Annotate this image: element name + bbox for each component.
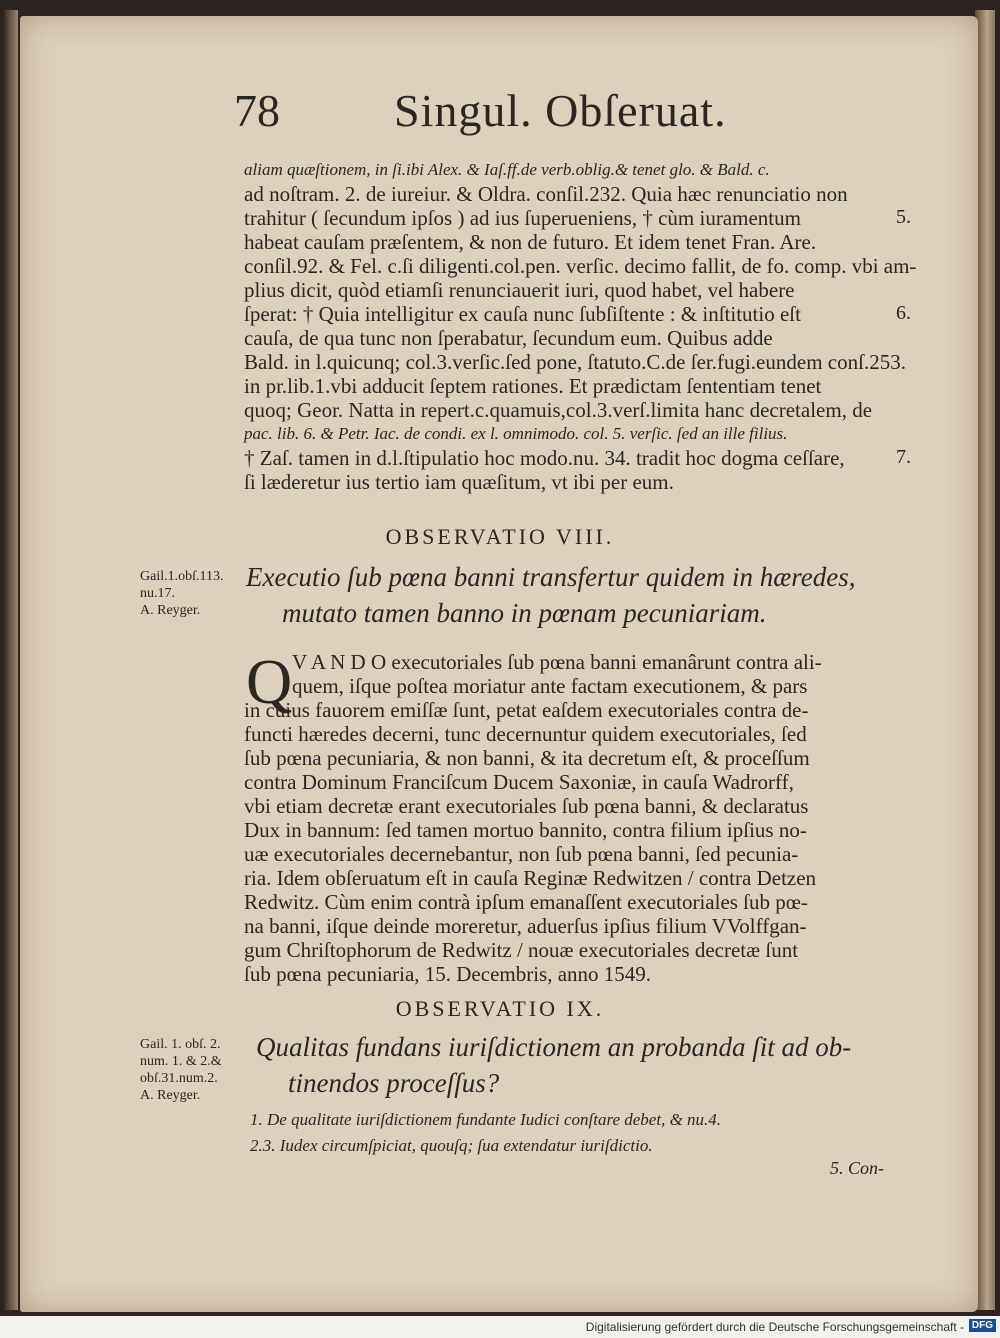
text-line: aliam quæſtionem, in ſi.ibi Alex. & Iaſ.ff.de verb.oblig.& tenet glo. & Bald. c. — [244, 160, 770, 179]
text-line: V A N D O executoriales ſub pœna banni emanârunt contra ali- — [292, 650, 822, 674]
text-line: in cuius fauorem emiſſæ ſunt, petat eaſdem executoriales contra de- — [244, 698, 809, 722]
margin-note-line: Gail. 1. obſ. 2. — [140, 1037, 221, 1052]
text-line: plius dicit, quòd etiamſi renunciauerit iuri, quod habet, vel habere — [244, 278, 795, 302]
text-line: quoq; Geor. Natta in repert.c.quamuis,col.3.verſ.limita hanc decretalem, de — [244, 398, 873, 422]
text-line: Redwitz. Cùm enim contrà ipſum emanaſſent executoriales ſub pœ- — [244, 890, 808, 914]
text-line: cauſa, de qua tunc non ſperabatur, ſecundum eum. Quibus adde — [244, 326, 773, 350]
observation-body — [244, 646, 904, 986]
margin-note-line: obſ.31.num.2. — [140, 1071, 218, 1086]
running-head: Singul. Obſeruat. — [394, 85, 727, 136]
text-line: conſil.92. & Fel. c.ſi diligenti.col.pen. verſic. decimo fallit, de fo. comp. vbi am- — [244, 254, 917, 278]
margin-number: 6. — [896, 302, 911, 324]
catchword: 5. Con- — [830, 1158, 884, 1178]
text-line: pac. lib. 6. & Petr. Iac. de condi. ex l. omnimodo. col. 5. verſic. ſed an ille filius. — [244, 424, 788, 443]
text-line: Bald. in l.quicunq; col.3.verſic.ſed pone, ſtatuto.C.de ſer.fugi.eundem conſ.253. — [244, 350, 906, 374]
dfg-logo: DFG — [969, 1319, 996, 1332]
text-line: in pr.lib.1.vbi adducit ſeptem rationes. Et prædictam ſententiam tenet — [244, 374, 822, 398]
observation-heading: Qualitas fundans iuriſdictionem an probanda ſit ad ob- — [256, 1032, 852, 1062]
text-line: quem, iſque poſtea moriatur ante factam executionem, & pars — [292, 674, 808, 698]
text-line: functi hæredes decerni, tunc decernuntur quidem executoriales, ſed — [244, 722, 807, 746]
right-page-edge — [975, 10, 995, 1310]
margin-note-line: A. Reyger. — [140, 603, 201, 618]
text-line: uæ executoriales decernebantur, non ſub pœna banni, ſed pecunia- — [244, 842, 799, 866]
summary-line: 1. De qualitate iuriſdictionem fundante Iudici conſtare debet, & nu.4. — [250, 1110, 722, 1129]
summary-line: 2.3. Iudex circumſpiciat, quouſq; ſua extendatur iuriſdictio. — [250, 1136, 653, 1155]
text-line: ria. Idem obſeruatum eſt in cauſa Reginæ Redwitzen / contra Detzen — [244, 866, 817, 890]
footer-credit: Digitalisierung gefördert durch die Deutsche Forschungsgemeinschaft - — [585, 1320, 964, 1334]
margin-number: 5. — [896, 206, 911, 228]
observation-title: OBSERVATIO IX. — [395, 996, 605, 1021]
margin-note — [140, 568, 223, 619]
text-line: ſub pœna pecuniaria, 15. Decembris, anno 1549. — [244, 962, 652, 986]
observation-title: OBSERVATIO VIII. — [385, 524, 615, 549]
text-line: habeat cauſam præſentem, & non de futuro. Et idem tenet Fran. Are. — [244, 230, 817, 254]
page-header — [0, 84, 1000, 144]
text-line: ſi læderetur ius tertio iam quæſitum, vt ibi per eum. — [244, 470, 674, 494]
drop-cap: Q — [246, 646, 293, 717]
text-line: † Zaſ. tamen in d.l.ſtipulatio hoc modo.nu. 34. tradit hoc dogma ceſſare, — [244, 446, 845, 470]
margin-note-line: nu.17. — [140, 586, 175, 601]
margin-note-line: Gail.1.obſ.113. — [140, 569, 224, 584]
footer — [0, 1316, 1000, 1338]
text-line: vbi etiam decretæ erant executoriales ſub pœna banni, & declaratus — [244, 794, 809, 818]
text-line: contra Dominum Franciſcum Ducem Saxoniæ, in cauſa Wadrorff, — [244, 770, 794, 794]
margin-note — [140, 1036, 222, 1104]
text-line: ſperat: † Quia intelligitur ex cauſa nunc ſubſiſtente : & inſtitutio eſt — [244, 302, 801, 326]
observation-heading: Executio ſub pœna banni transfertur quidem in hæredes, — [246, 562, 856, 592]
left-page-edge — [4, 10, 18, 1310]
top-text-block — [244, 158, 917, 494]
margin-note-line: A. Reyger. — [140, 1088, 201, 1103]
observation-heading: tinendos proceſſus? — [288, 1068, 500, 1098]
text-line: Dux in bannum: ſed tamen mortuo bannito, contra filium ipſius no- — [244, 818, 807, 842]
text-line: na banni, iſque deinde moreretur, aduerſus ipſius filium VVolffgan- — [244, 914, 807, 938]
folio-number: 78 — [234, 85, 280, 136]
text-line: gum Chriſtophorum de Redwitz / nouæ executoriales decretæ ſunt — [244, 938, 799, 962]
margin-note-line: num. 1. & 2.& — [140, 1054, 222, 1069]
margin-number: 7. — [896, 446, 911, 468]
observation-heading: mutato tamen banno in pœnam pecuniariam. — [282, 598, 767, 628]
text-line: ad noſtram. 2. de iureiur. & Oldra. conſil.232. Quia hæc renunciatio non — [244, 182, 848, 206]
text-line: trahitur ( ſecundum ipſos ) ad ius ſuperueniens, † cùm iuramentum — [244, 206, 801, 230]
text-line: ſub pœna pecuniaria, & non banni, & ita decretum eſt, & proceſſum — [244, 746, 810, 770]
